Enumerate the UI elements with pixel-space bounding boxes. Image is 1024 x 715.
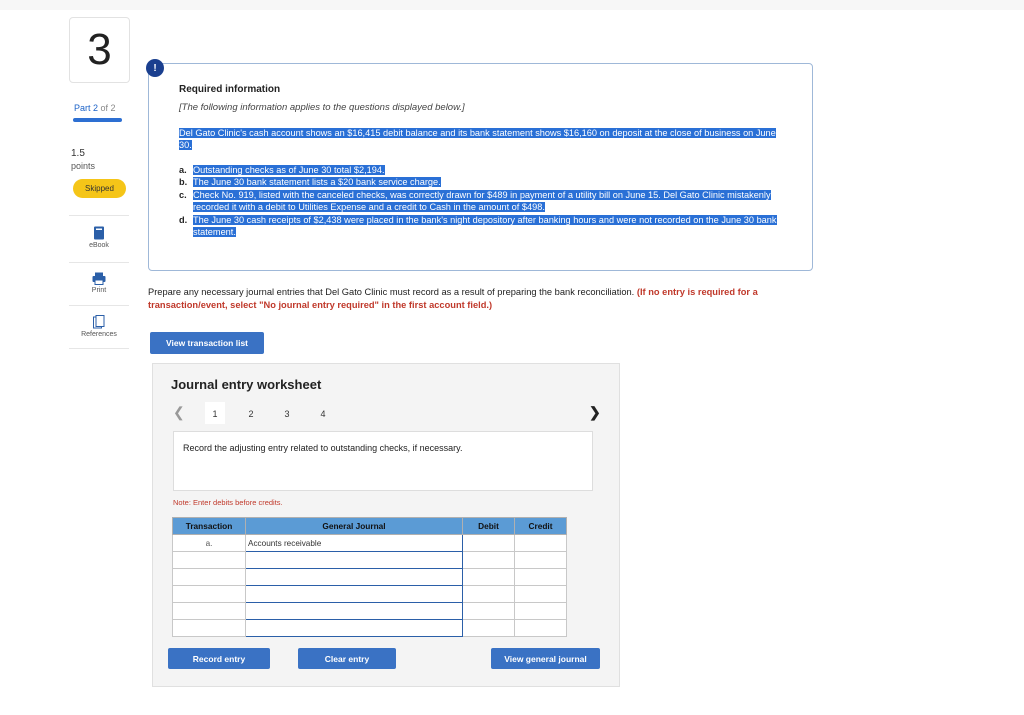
info-item [179,176,789,188]
top-bar [0,0,1024,10]
table-row [173,586,567,603]
info-item [179,189,789,214]
rail-divider [69,305,129,306]
print-link[interactable] [69,272,129,294]
info-item-letter: a. [179,165,187,175]
debit-input[interactable] [463,552,515,569]
table-row [173,552,567,569]
transaction-cell [173,586,246,603]
account-select[interactable] [246,620,463,637]
debit-input[interactable] [463,603,515,620]
transaction-cell [173,603,246,620]
info-item-text: Check No. 919, listed with the canceled checks, was correctly drawn for $489 in payment of a utility bill on June 15. Del Gato Clinic mistakenly recorded it with a debit to Utilities Expense and a credit to Cash in the amount of $498. [193,189,771,213]
print-label: Print [91,287,107,294]
journal-entry-worksheet [152,363,620,687]
credit-input[interactable] [515,535,567,552]
info-item-letter: d. [179,214,188,225]
points [71,148,95,172]
references-label: References [81,331,117,338]
info-item [179,164,789,176]
credit-input[interactable] [515,552,567,569]
account-select[interactable] [246,552,463,569]
table-row [173,620,567,637]
info-item [179,214,789,239]
col-credit: Credit [515,518,567,535]
info-item-letter: b. [179,177,188,188]
tab-4[interactable]: 4 [320,409,326,419]
tab-1[interactable]: 1 [205,402,225,424]
col-debit: Debit [463,518,515,535]
view-transaction-list-button[interactable]: View transaction list [150,332,264,354]
rail-divider [69,348,129,349]
part-of: of 2 [100,103,116,113]
info-list [179,164,789,238]
transaction-cell: a. [173,535,246,552]
info-item-text: The June 30 bank statement lists a $20 bank service charge. [193,177,441,188]
part-indicator [74,103,116,113]
table-row [173,535,567,552]
part-label: Part 2 [74,103,99,113]
info-item-text: The June 30 cash receipts of $2,438 were placed in the bank's night depository after banking hours and were not recorded on the June 30 bank statement. [193,214,777,238]
alert-icon: ! [146,59,164,77]
printer-icon [92,272,106,285]
references-icon [93,315,105,329]
debits-note: Note: Enter debits before credits. [173,498,283,507]
info-main-text [179,127,779,152]
tab-2[interactable]: 2 [248,409,254,419]
prev-arrow-icon[interactable]: ❮ [173,404,185,420]
question-number: 3 [69,17,130,83]
rail-divider [69,215,129,216]
account-select[interactable] [246,586,463,603]
status-badge: Skipped [73,179,126,198]
view-general-journal-button[interactable]: View general journal [491,648,600,669]
record-entry-button[interactable]: Record entry [168,648,270,669]
points-label: points [71,161,96,171]
prompt-text: Prepare any necessary journal entries that Del Gato Clinic must record as a result of preparing the bank reconciliation. [148,287,635,297]
info-item-letter: c. [179,189,187,200]
transaction-cell [173,552,246,569]
worksheet-instruction: Record the adjusting entry related to outstanding checks, if necessary. [173,431,593,491]
info-item-text: Outstanding checks as of June 30 total $2,194. [193,165,385,175]
account-select[interactable]: Accounts receivable [246,535,463,552]
journal-table [172,517,567,637]
references-link[interactable] [69,315,129,338]
info-title: Required information [179,84,281,95]
worksheet-title: Journal entry worksheet [171,377,322,392]
ebook-link[interactable] [69,226,129,249]
debit-input[interactable] [463,620,515,637]
debit-input[interactable] [463,569,515,586]
debit-input[interactable] [463,586,515,603]
points-value: 1.5 [71,148,85,159]
prompt-emphasis: (If no entry is required for a transaction/event, select "No journal entry required" in the first account field.) [148,287,758,310]
credit-input[interactable] [515,586,567,603]
next-arrow-icon[interactable]: ❯ [589,404,601,420]
account-select[interactable] [246,603,463,620]
ebook-label: eBook [89,242,109,249]
table-row [173,603,567,620]
required-information-panel [148,63,813,271]
clear-entry-button[interactable]: Clear entry [298,648,396,669]
account-select[interactable] [246,569,463,586]
credit-input[interactable] [515,620,567,637]
info-subtitle: [The following information applies to the questions displayed below.] [179,102,465,113]
info-main-highlight: Del Gato Clinic's cash account shows an $16,415 debit balance and its bank statement shows $16,160 on deposit at the close of business on June 30. [179,128,776,151]
transaction-cell [173,569,246,586]
transaction-cell [173,620,246,637]
tab-3[interactable]: 3 [284,409,290,419]
credit-input[interactable] [515,603,567,620]
col-transaction: Transaction [173,518,246,535]
debit-input[interactable] [463,535,515,552]
rail-divider [69,262,129,263]
credit-input[interactable] [515,569,567,586]
book-icon [93,226,105,240]
part-progress-bar [73,118,122,122]
question-prompt [148,286,813,311]
col-general-journal: General Journal [246,518,463,535]
table-row [173,569,567,586]
